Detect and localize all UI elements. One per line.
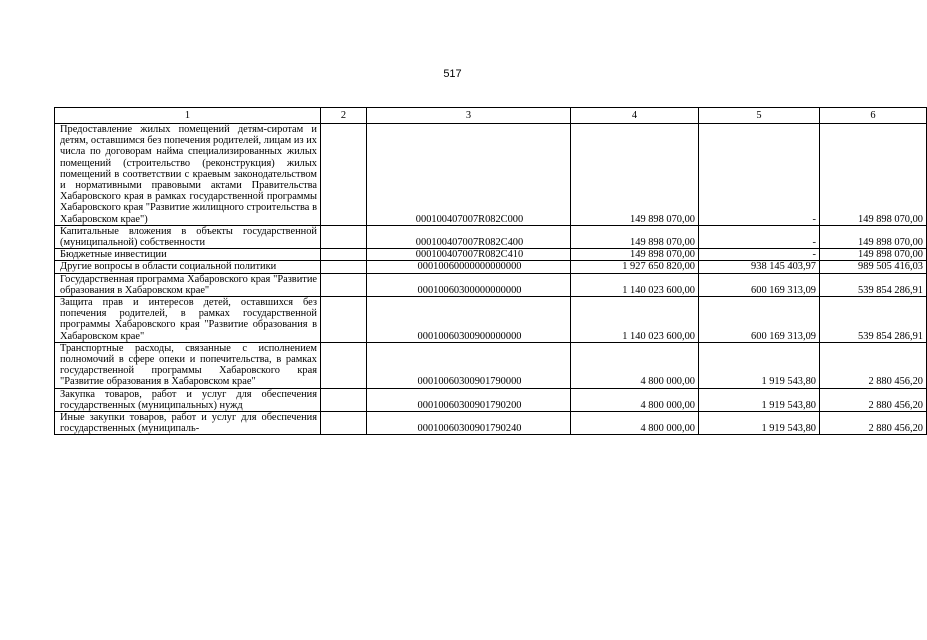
row-value-4: 149 898 070,00 bbox=[571, 124, 699, 226]
row-value-5: 1 919 543,80 bbox=[699, 342, 820, 388]
row-name: Предоставление жилых помещений детям-сиротам и детям, оставшимся без попечения родителей, лицам из их числа по договорам найма специализированных жилых помещений (строительство (реконструкция) жилых помещений в соответствии с краевым законодательством и нормативными правовыми актами Правительства Хабаровского края в рамках государственной программы Хабаровского края "Развитие жилищного строительства в Хабаровском крае") bbox=[55, 124, 321, 226]
row-name: Закупка товаров, работ и услуг для обеспечения государственных (муниципальных) нужд bbox=[55, 388, 321, 411]
header-col-5: 5 bbox=[699, 108, 820, 124]
row-value-6: 539 854 286,91 bbox=[820, 273, 927, 296]
table-row bbox=[55, 225, 927, 248]
header-col-6: 6 bbox=[820, 108, 927, 124]
row-col-2 bbox=[321, 342, 367, 388]
row-value-6: 2 880 456,20 bbox=[820, 412, 927, 435]
row-name: Бюджетные инвестиции bbox=[55, 249, 321, 261]
row-value-6: 149 898 070,00 bbox=[820, 225, 927, 248]
table-row bbox=[55, 273, 927, 296]
header-col-4: 4 bbox=[571, 108, 699, 124]
row-code: 00010060300900000000 bbox=[367, 297, 571, 343]
row-value-5: 1 919 543,80 bbox=[699, 412, 820, 435]
row-value-6: 149 898 070,00 bbox=[820, 249, 927, 261]
row-name: Транспортные расходы, связанные с исполнением полномочий в сфере опеки и попечительства, в рамках государственной программы Хабаровского края "Развитие образования в Хабаровском крае" bbox=[55, 342, 321, 388]
page-number: 517 bbox=[443, 68, 462, 80]
row-value-4: 149 898 070,00 bbox=[571, 225, 699, 248]
row-code: 00010060300901790000 bbox=[367, 342, 571, 388]
table-row bbox=[55, 412, 927, 435]
row-value-4: 4 800 000,00 bbox=[571, 388, 699, 411]
row-col-2 bbox=[321, 225, 367, 248]
row-value-4: 1 927 650 820,00 bbox=[571, 261, 699, 273]
row-col-2 bbox=[321, 388, 367, 411]
row-value-4: 149 898 070,00 bbox=[571, 249, 699, 261]
header-col-2: 2 bbox=[321, 108, 367, 124]
row-col-2 bbox=[321, 261, 367, 273]
row-col-2 bbox=[321, 249, 367, 261]
row-value-6: 2 880 456,20 bbox=[820, 388, 927, 411]
row-code: 00010060300901790200 bbox=[367, 388, 571, 411]
row-name: Иные закупки товаров, работ и услуг для обеспечения государственных (муниципаль- bbox=[55, 412, 321, 435]
row-value-4: 4 800 000,00 bbox=[571, 342, 699, 388]
table-row bbox=[55, 342, 927, 388]
row-code: 000100407007R082C000 bbox=[367, 124, 571, 226]
row-code: 000100407007R082C400 bbox=[367, 225, 571, 248]
row-name: Защита прав и интересов детей, оставшихся без попечения родителей, в рамках государственной программы Хабаровского края "Развитие образования в Хабаровском крае" bbox=[55, 297, 321, 343]
row-name: Другие вопросы в области социальной политики bbox=[55, 261, 321, 273]
table-row bbox=[55, 297, 927, 343]
row-value-5: - bbox=[699, 249, 820, 261]
row-value-6: 2 880 456,20 bbox=[820, 342, 927, 388]
row-code: 00010060300901790240 bbox=[367, 412, 571, 435]
row-value-6: 539 854 286,91 bbox=[820, 297, 927, 343]
row-code: 000100407007R082C410 bbox=[367, 249, 571, 261]
row-code: 00010060300000000000 bbox=[367, 273, 571, 296]
row-code: 00010060000000000000 bbox=[367, 261, 571, 273]
row-col-2 bbox=[321, 297, 367, 343]
row-value-6: 149 898 070,00 bbox=[820, 124, 927, 226]
row-value-5: 1 919 543,80 bbox=[699, 388, 820, 411]
row-value-5: 600 169 313,09 bbox=[699, 273, 820, 296]
row-value-5: 938 145 403,97 bbox=[699, 261, 820, 273]
table-row bbox=[55, 124, 927, 226]
header-row bbox=[55, 108, 927, 124]
row-col-2 bbox=[321, 124, 367, 226]
row-value-4: 1 140 023 600,00 bbox=[571, 297, 699, 343]
row-value-6: 989 505 416,03 bbox=[820, 261, 927, 273]
row-col-2 bbox=[321, 412, 367, 435]
row-value-4: 1 140 023 600,00 bbox=[571, 273, 699, 296]
row-value-5: 600 169 313,09 bbox=[699, 297, 820, 343]
row-name: Государственная программа Хабаровского края "Развитие образования в Хабаровском крае" bbox=[55, 273, 321, 296]
row-name: Капитальные вложения в объекты государственной (муниципальной) собственности bbox=[55, 225, 321, 248]
header-col-3: 3 bbox=[367, 108, 571, 124]
budget-table bbox=[54, 107, 927, 435]
table-row bbox=[55, 261, 927, 273]
header-col-1: 1 bbox=[55, 108, 321, 124]
table-row bbox=[55, 388, 927, 411]
row-value-4: 4 800 000,00 bbox=[571, 412, 699, 435]
row-value-5: - bbox=[699, 124, 820, 226]
row-value-5: - bbox=[699, 225, 820, 248]
table-row bbox=[55, 249, 927, 261]
row-col-2 bbox=[321, 273, 367, 296]
